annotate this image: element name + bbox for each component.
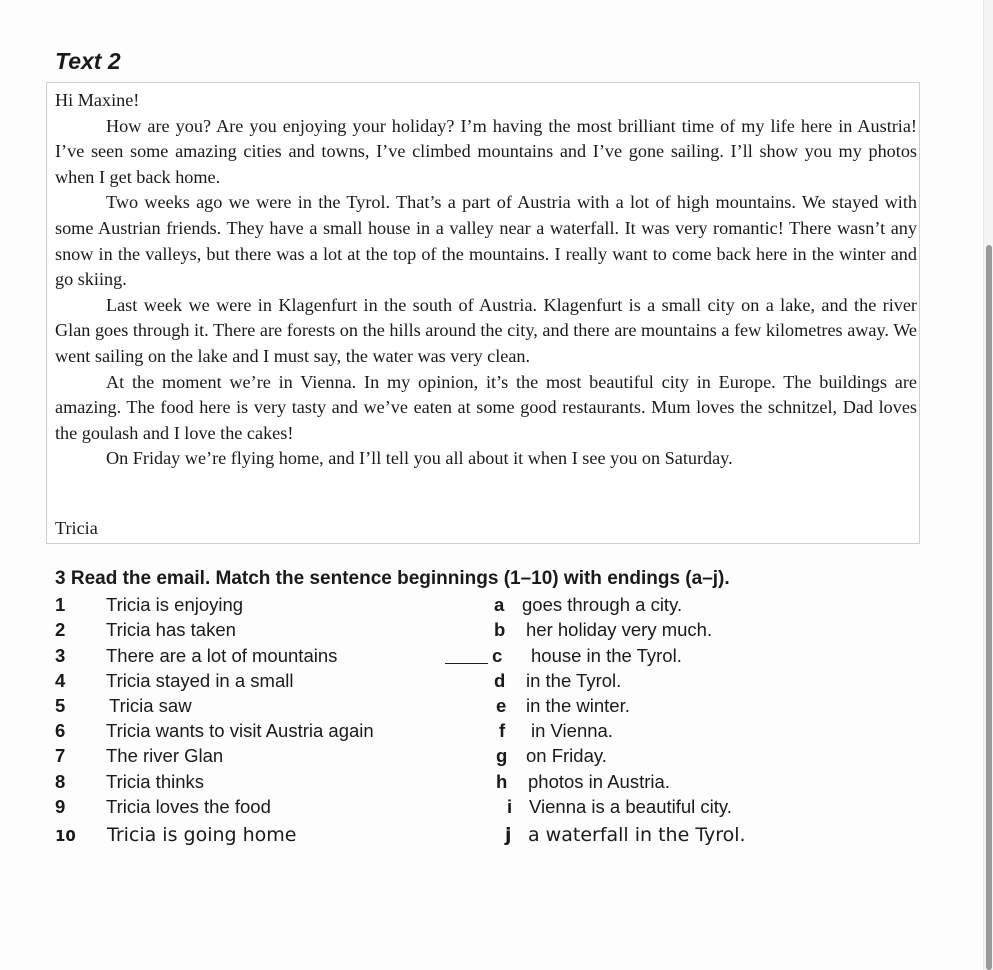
- match-row: [0, 796, 980, 821]
- text-heading: Text 2: [55, 48, 121, 74]
- item-number: 3: [55, 645, 66, 666]
- email-greeting: Hi Maxine!: [55, 90, 140, 110]
- email-paragraph: At the moment we’re in Vienna. In my opinion, it’s the most beautiful city in Europe. The buildings are amazing. The food here is very tasty and we’ve eaten at some good restaurants. Mum loves the schnitzel, Dad loves the goulash and I love the cakes!: [55, 371, 917, 443]
- item-number: 7: [55, 745, 66, 766]
- sentence-ending: a waterfall in the Tyrol.: [528, 824, 746, 846]
- ending-letter: c: [492, 645, 503, 666]
- match-row: [0, 695, 980, 720]
- email-paragraph: Two weeks ago we were in the Tyrol. That’s a part of Austria with a lot of high mountains. We stayed with some Austrian friends. They have a small house in a valley near a waterfall. It was very romantic! There wasn’t any snow in the valleys, but there was a lot at the top of the mountains. I really want to come back here in the winter and go skiing.: [55, 192, 917, 290]
- match-row: [0, 771, 980, 796]
- match-row: [0, 745, 980, 770]
- sentence-beginning: Tricia has taken: [106, 619, 236, 640]
- sentence-ending: in the Tyrol.: [526, 670, 622, 691]
- sentence-ending: her holiday very much.: [526, 619, 713, 640]
- ending-letter: e: [496, 695, 507, 716]
- ending-letter: a: [494, 594, 505, 615]
- answer-blank[interactable]: [445, 663, 488, 664]
- email-signature: Tricia: [55, 518, 98, 538]
- item-number: 1: [55, 594, 66, 615]
- match-row: [0, 619, 980, 644]
- match-row: [0, 594, 980, 619]
- email-paragraph: On Friday we’re flying home, and I’ll tell you all about it when I see you on Saturday.: [106, 448, 733, 469]
- item-number: 10: [55, 827, 76, 845]
- ending-letter: d: [494, 670, 506, 691]
- email-body: [55, 88, 917, 472]
- sentence-ending: photos in Austria.: [528, 771, 670, 792]
- sentence-beginning: Tricia wants to visit Austria again: [106, 720, 374, 741]
- item-number: 9: [55, 796, 66, 817]
- sentence-beginning: The river Glan: [106, 745, 224, 766]
- ending-letter: b: [494, 619, 506, 640]
- ending-letter: h: [496, 771, 508, 792]
- match-row: [0, 824, 980, 849]
- sentence-beginning: Tricia saw: [109, 695, 192, 716]
- vertical-scrollbar[interactable]: [983, 0, 993, 970]
- sentence-ending: Vienna is a beautiful city.: [529, 796, 732, 817]
- item-number: 8: [55, 771, 66, 792]
- ending-letter: i: [507, 796, 513, 817]
- scrollbar-thumb[interactable]: [986, 245, 992, 970]
- item-number: 5: [55, 695, 66, 716]
- sentence-beginning: There are a lot of mountains: [106, 645, 338, 666]
- ending-letter: j: [505, 824, 512, 846]
- match-row: [0, 670, 980, 695]
- sentence-ending: in the winter.: [526, 695, 630, 716]
- sentence-ending: house in the Tyrol.: [531, 645, 682, 666]
- item-number: 4: [55, 670, 66, 691]
- sentence-ending: in Vienna.: [531, 720, 613, 741]
- email-paragraph: How are you? Are you enjoying your holiday? I’m having the most brilliant time of my life here in Austria! I’ve seen some amazing cities and towns, I’ve climbed mountains and I’ve gone sailing. I’ll show you my photos when I get back home.: [55, 115, 917, 187]
- match-row: [0, 645, 980, 670]
- ending-letter: f: [499, 720, 506, 741]
- ending-letter: g: [496, 745, 508, 766]
- sentence-beginning: Tricia thinks: [106, 771, 205, 792]
- sentence-beginning: Tricia is going home: [107, 824, 297, 846]
- sentence-beginning: Tricia stayed in a small: [106, 670, 294, 691]
- email-paragraph: Last week we were in Klagenfurt in the south of Austria. Klagenfurt is a small city on a lake, and the river Glan goes through it. There are forests on the hills around the city, and there are mountains a few kilometres away. We went sailing on the lake and I must say, the water was very clean.: [55, 294, 917, 366]
- sentence-ending: goes through a city.: [522, 594, 683, 615]
- item-number: 2: [55, 619, 66, 640]
- item-number: 6: [55, 720, 66, 741]
- sentence-beginning: Tricia is enjoying: [106, 594, 244, 615]
- match-row: [0, 720, 980, 745]
- task-title: 3 Read the email. Match the sentence beginnings (1–10) with endings (a–j).: [55, 568, 730, 589]
- sentence-beginning: Tricia loves the food: [106, 796, 271, 817]
- sentence-ending: on Friday.: [526, 745, 607, 766]
